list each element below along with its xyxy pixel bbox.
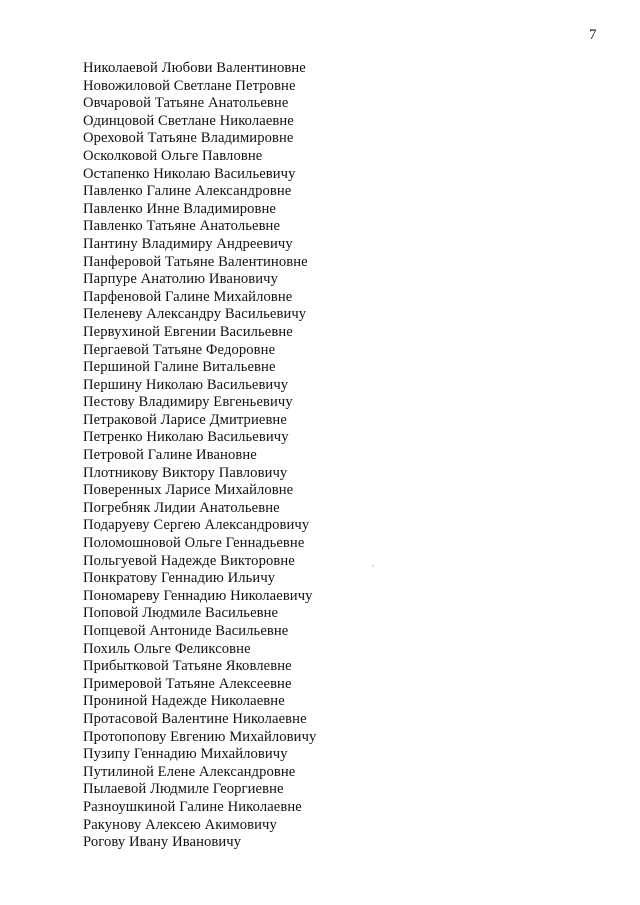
list-item: Павленко Татьяне Анатольевне	[83, 218, 281, 235]
list-item: Прибытковой Татьяне Яковлевне	[83, 658, 292, 675]
list-item: Протасовой Валентине Николаевне	[83, 710, 307, 727]
page-number: 7	[589, 27, 597, 43]
list-item: Пестову Владимиру Евгеньевичу	[83, 394, 293, 411]
list-item: Петренко Николаю Васильевичу	[83, 429, 289, 446]
list-item: Пылаевой Людмиле Георгиевне	[83, 781, 284, 798]
list-item: Поломошновой Ольге Геннадьевне	[83, 535, 305, 552]
list-item: Понкратову Геннадию Ильичу	[83, 570, 276, 587]
list-item: Одинцовой Светлане Николаевне	[83, 112, 294, 129]
list-item: Похиль Ольге Феликсовне	[83, 640, 251, 657]
list-item: Пономареву Геннадию Николаевичу	[83, 587, 313, 604]
list-item: Пантину Владимиру Андреевичу	[83, 235, 293, 252]
list-item: Рогову Ивану Ивановичу	[83, 834, 242, 851]
list-item: Протопопову Евгению Михайловичу	[83, 728, 317, 745]
list-item: Поповой Людмиле Васильевне	[83, 605, 279, 622]
list-item: Плотникову Виктору Павловичу	[83, 464, 288, 481]
list-item: Петровой Галине Ивановне	[83, 447, 257, 464]
list-item: Парпуре Анатолию Ивановичу	[83, 271, 278, 288]
list-item: Панферовой Татьяне Валентиновне	[83, 253, 308, 270]
list-item: Пеленеву Александру Васильевичу	[83, 306, 307, 323]
list-item: Попцевой Антониде Васильевне	[83, 623, 289, 639]
list-item: Першиной Галине Витальевне	[83, 359, 276, 376]
list-item: Першину Николаю Васильевичу	[83, 376, 289, 393]
list-item: Погребняк Лидии Анатольевне	[83, 499, 280, 516]
scan-speck	[372, 565, 374, 567]
list-item: Подаруеву Сергею Александровичу	[83, 517, 310, 534]
list-item: Примеровой Татьяне Алексеевне	[83, 675, 292, 692]
list-item: Остапенко Николаю Васильевичу	[83, 165, 296, 182]
list-item: Поверенных Ларисе Михайловне	[83, 482, 294, 499]
name-list	[83, 60, 316, 852]
list-item: Путилиной Елене Александровне	[83, 763, 296, 780]
list-item: Разноушкиной Галине Николаевне	[83, 798, 302, 815]
list-item: Овчаровой Татьяне Анатольевне	[83, 95, 289, 112]
list-item: Парфеновой Галине Михайловне	[83, 288, 293, 305]
list-item: Новожиловой Светлане Петровне	[83, 77, 296, 94]
list-item: Павленко Инне Владимировне	[83, 200, 277, 217]
list-item: Первухиной Евгении Васильевне	[83, 323, 293, 340]
list-item: Павленко Галине Александровне	[83, 183, 292, 200]
list-item: Польгуевой Надежде Викторовне	[83, 552, 295, 569]
list-item: Прониной Надежде Николаевне	[83, 693, 285, 710]
list-item: Ореховой Татьяне Владимировне	[83, 130, 294, 147]
list-item: Осколковой Ольге Павловне	[83, 147, 263, 164]
list-item: Петраковой Ларисе Дмитриевне	[83, 411, 287, 428]
list-item: Николаевой Любови Валентиновне	[83, 60, 306, 76]
list-item: Пузипу Геннадию Михайловичу	[83, 746, 288, 763]
list-item: Ракунову Алексею Акимовичу	[83, 816, 277, 833]
list-item: Пергаевой Татьяне Федоровне	[83, 341, 276, 358]
